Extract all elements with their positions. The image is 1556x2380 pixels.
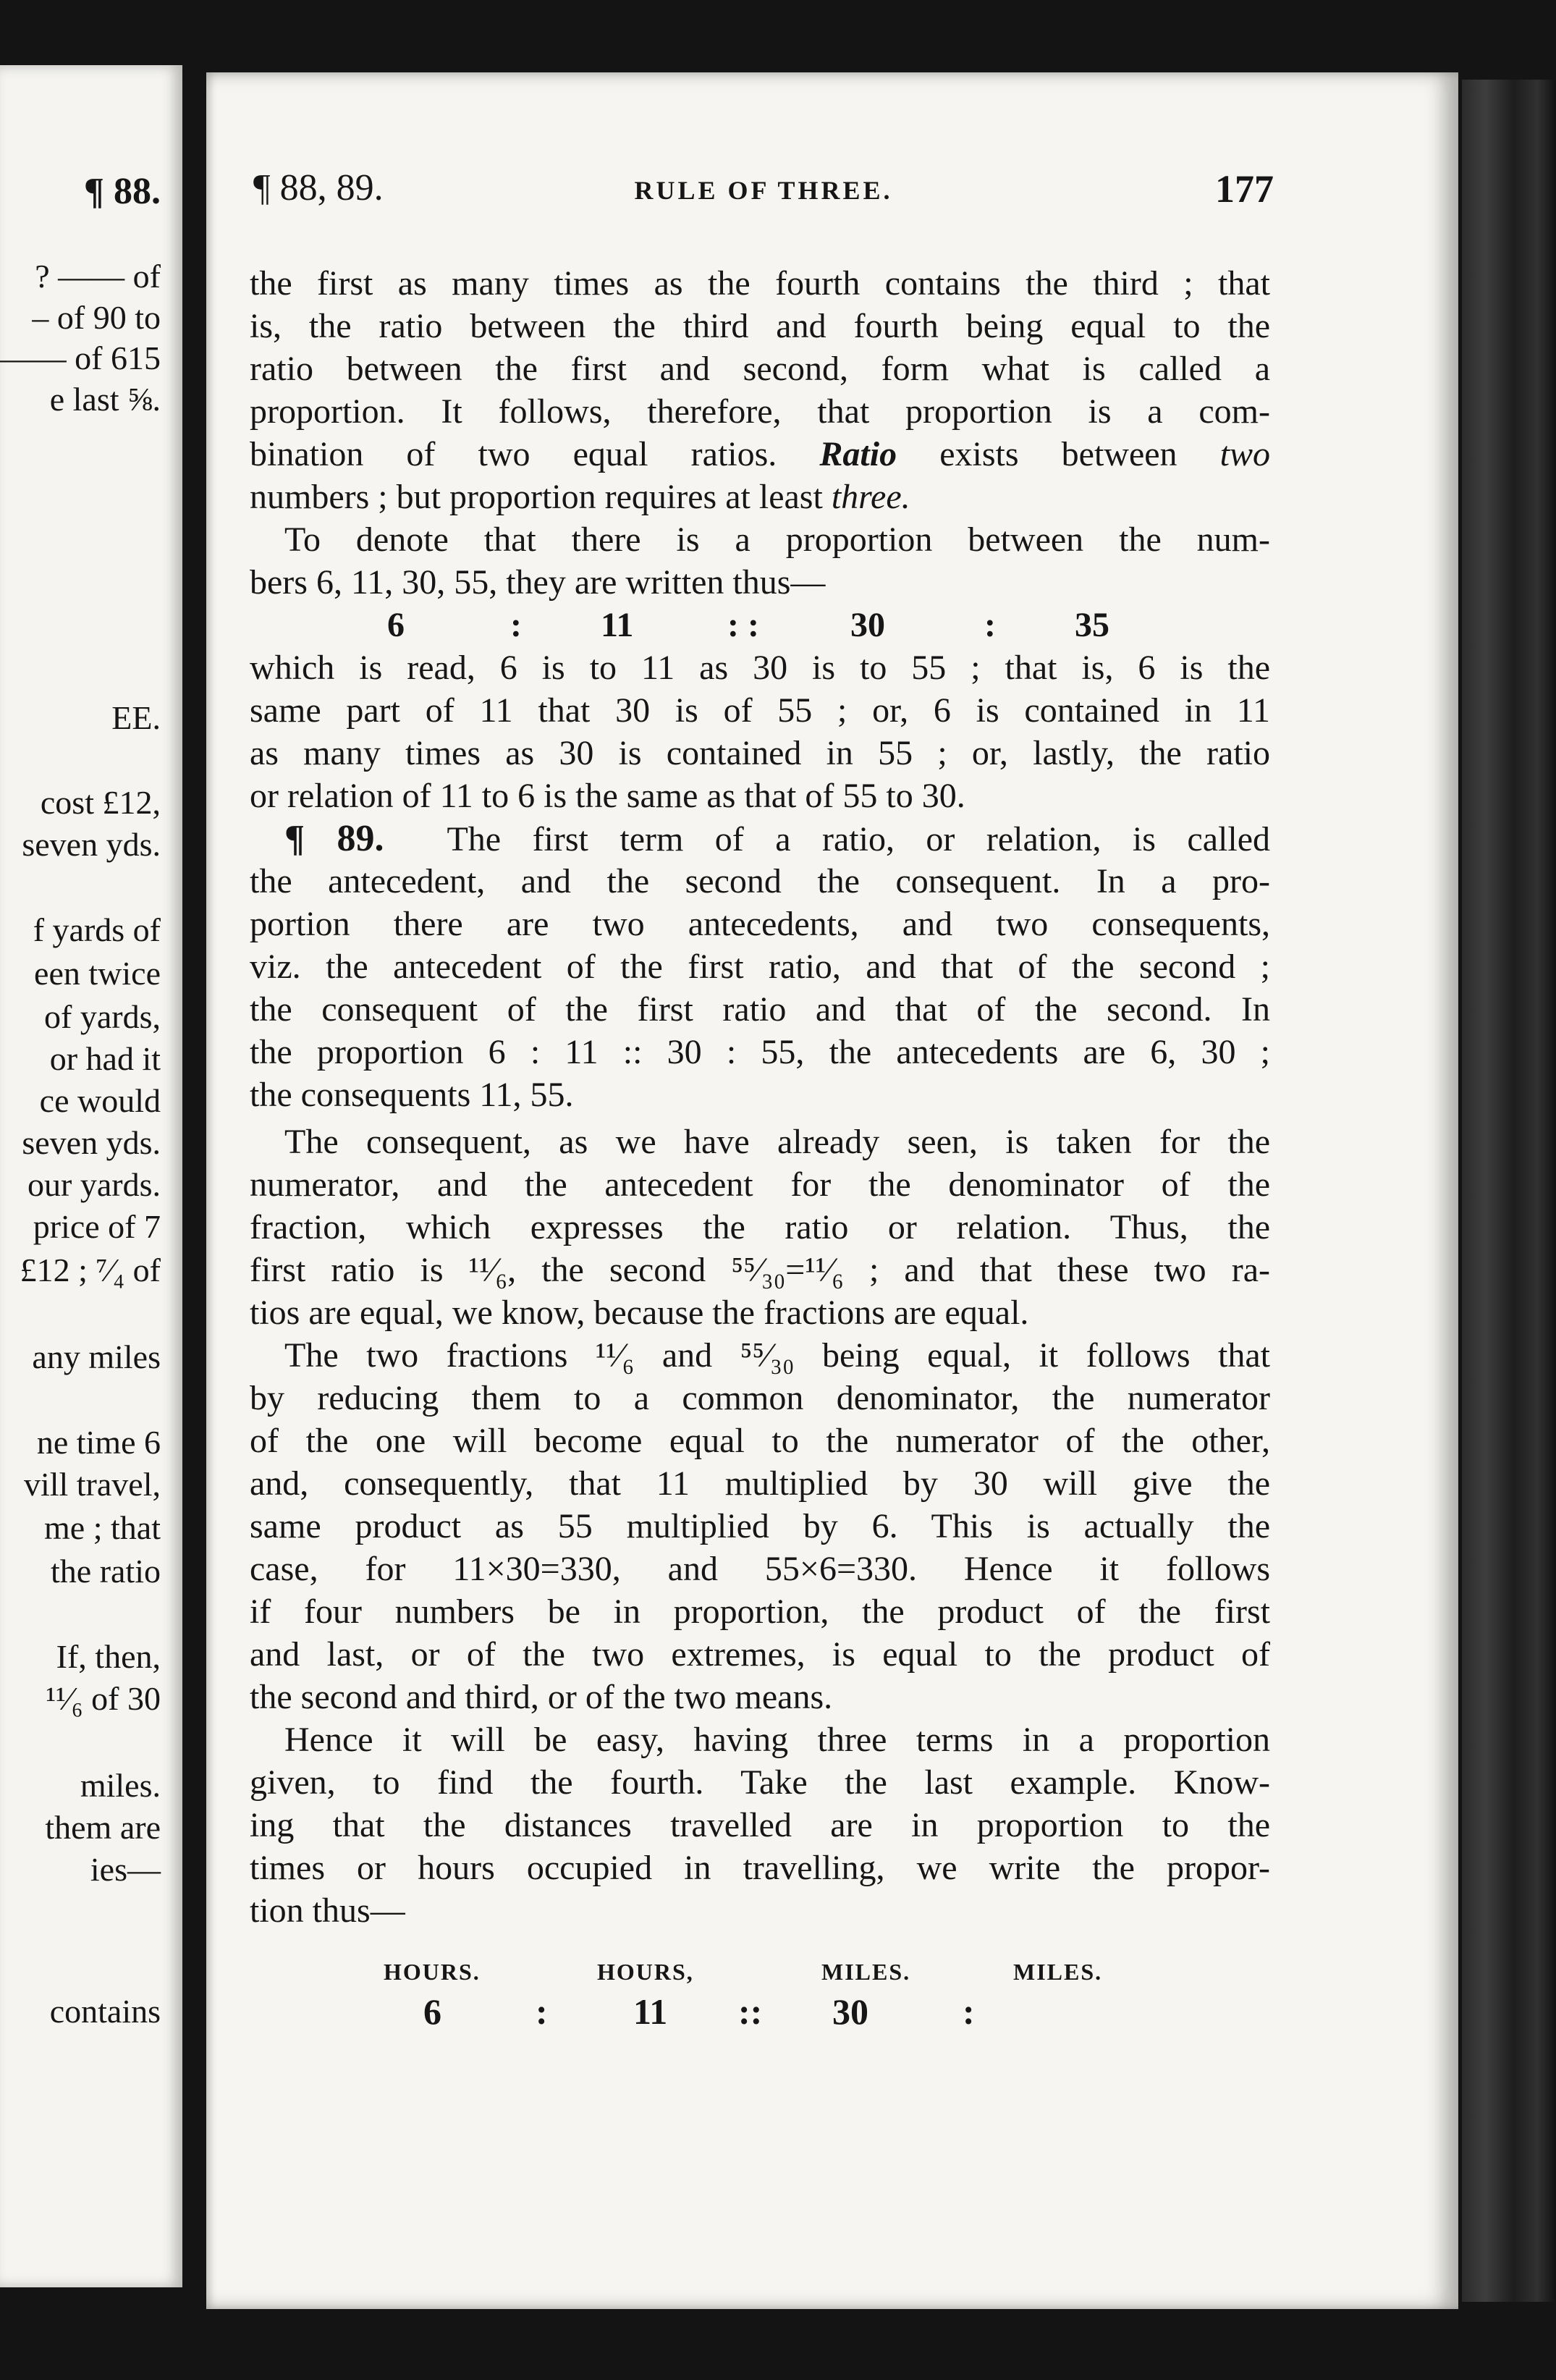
ratio-sign: : [963, 1991, 975, 2032]
paragraph-1 [250, 262, 1270, 518]
text-line: the first as many times as the fourth contains the third ; that [250, 264, 1270, 303]
left-page-line: them are [45, 1809, 161, 1846]
text-line [250, 433, 1270, 476]
text-line: The two fractions ¹¹⁄₆ and ⁵⁵⁄₃₀ being equal, it follows that [284, 1336, 1270, 1375]
running-head [253, 166, 1274, 217]
column-heading: HOURS, [597, 1959, 694, 1985]
text-line: To denote that there is a proportion between the num- [284, 520, 1270, 559]
proportion-example [250, 604, 1270, 646]
column-heading: MILES. [1013, 1959, 1103, 1985]
text-line: ing that the distances travelled are in proportion to the [250, 1806, 1270, 1844]
proportion-term: 30 [850, 606, 885, 644]
left-page-line: of yards, [44, 998, 161, 1035]
text-line: tios are equal, we know, because the fractions are equal. [250, 1294, 1029, 1332]
paragraph-consequent [250, 1121, 1270, 1334]
left-page-line: —— of 615 [0, 339, 161, 376]
left-page-line: cost £12, [40, 784, 161, 821]
left-page-line: £12 ; ⁷⁄₄ of [20, 1252, 161, 1288]
left-page-line: ¹¹⁄₆ of 30 [46, 1680, 161, 1717]
ratio-sign: : [984, 606, 996, 644]
left-page-line: seven yds. [22, 826, 161, 863]
column-heading: HOURS. [384, 1959, 481, 1985]
left-page-line: ce would [39, 1082, 161, 1119]
left-page-line: miles. [80, 1767, 161, 1804]
text-line: ratio between the first and second, form what is called a [250, 350, 1270, 388]
left-page-line: e last ⅝. [49, 381, 161, 418]
page-number: 177 [1215, 167, 1274, 211]
proportion-term: 6 [423, 1991, 441, 2032]
left-facing-page [0, 65, 182, 2287]
text-line: as many times as 30 is contained in 55 ; or, lastly, the ratio [250, 734, 1270, 772]
left-page-line: If, then, [56, 1638, 161, 1675]
ratio-sign: : [536, 1991, 548, 2032]
section-marker: ¶ 89. [284, 818, 384, 859]
left-page-line: ne time 6 [36, 1424, 161, 1461]
proportion-term: 6 [387, 606, 405, 644]
paragraph-89 [250, 817, 1270, 1116]
text-line: by reducing them to a common denominator, the numerator [250, 1379, 1270, 1417]
text-line: the second and third, or of the two means. [250, 1678, 833, 1716]
text-line: proportion. It follows, therefore, that proportion is a com- [250, 392, 1270, 431]
body-text [250, 262, 1270, 1932]
left-page-line: f yards of [33, 911, 161, 948]
text-line: viz. the antecedent of the first ratio, and that of the second ; [250, 948, 1270, 986]
column-heading: MILES. [821, 1959, 911, 1985]
text-line: of the one will become equal to the numerator of the other, [250, 1422, 1270, 1460]
text-line: the antecedent, and the second the consequent. In a pro- [250, 862, 1270, 900]
proportion-sign: : : [727, 606, 759, 644]
left-page-line: ? —— of [35, 258, 161, 295]
paragraph-hence [250, 1718, 1270, 1932]
text-line: which is read, 6 is to 11 as 30 is to 55 ; that is, 6 is the [250, 649, 1270, 687]
emphasis-ratio: Ratio [819, 435, 897, 473]
emphasis-two: two [1219, 435, 1271, 473]
left-page-line: our yards. [28, 1166, 161, 1203]
proportion-sign: :: [738, 1991, 763, 2032]
text-line: bers 6, 11, 30, 55, they are written thus— [250, 563, 826, 602]
text-line: Hence it will be easy, having three terms in a proportion [284, 1721, 1270, 1759]
text-fragment: numbers ; but proportion requires at least [250, 478, 823, 516]
text-fragment: The first term of a ratio, or relation, is called [447, 820, 1270, 858]
text-line: and last, or of the two extremes, is equal to the product of [250, 1635, 1270, 1674]
page-title: RULE OF THREE. [634, 176, 893, 205]
left-page-line: me ; that [44, 1509, 161, 1546]
book-page-edges [1462, 80, 1556, 2302]
text-fragment: exists between [939, 435, 1177, 473]
text-line: tion thus— [250, 1891, 405, 1930]
emphasis-three: three. [831, 478, 910, 516]
left-page-line: any miles [32, 1338, 161, 1375]
left-page-line: – of 90 to [32, 299, 161, 336]
left-page-line: ies— [90, 1851, 161, 1888]
left-page-line: contains [49, 1993, 161, 2030]
left-page-line: vill travel, [23, 1466, 161, 1503]
text-line: and, consequently, that 11 multiplied by 30 will give the [250, 1464, 1270, 1503]
text-line: fraction, which expresses the ratio or relation. Thus, the [250, 1208, 1270, 1246]
text-line: or relation of 11 to 6 is the same as that of 55 to 30. [250, 777, 965, 815]
example-proportion [250, 1991, 1270, 2034]
text-line: same product as 55 multiplied by 6. This is actually the [250, 1507, 1270, 1545]
text-line: The consequent, as we have already seen, is taken for the [284, 1123, 1270, 1161]
proportion-term: 35 [1075, 606, 1109, 644]
text-line: given, to find the fourth. Take the last example. Know- [250, 1763, 1270, 1802]
ratio-sign: : [510, 606, 522, 644]
text-line: the consequent of the first ratio and that of the second. In [250, 990, 1270, 1029]
text-line: if four numbers be in proportion, the product of the first [250, 1592, 1270, 1631]
left-page-line: the ratio [51, 1553, 161, 1590]
text-line: same part of 11 that 30 is of 55 ; or, 6 is contained in 11 [250, 691, 1270, 730]
proportion-term: 11 [633, 1991, 668, 2032]
text-line [250, 817, 1270, 860]
section-reference: ¶ 88, 89. [253, 167, 384, 208]
left-page-line: or had it [49, 1040, 161, 1077]
text-fragment: bination of two equal ratios. [250, 435, 777, 473]
text-line: case, for 11×30=330, and 55×6=330. Hence it follows [250, 1550, 1270, 1588]
paragraph-fractions [250, 1334, 1270, 1718]
left-page-line: price of 7 [33, 1208, 161, 1245]
text-line: the consequents 11, 55. [250, 1076, 574, 1114]
left-page-line: een twice [34, 955, 161, 992]
left-page-line: seven yds. [22, 1124, 161, 1161]
text-line: is, the ratio between the third and fourth being equal to the [250, 307, 1270, 345]
text-line: numerator, and the antecedent for the denominator of the [250, 1165, 1270, 1204]
paragraph-2 [250, 518, 1270, 817]
proportion-term: 11 [601, 606, 634, 644]
text-line: first ratio is ¹¹⁄₆, the second ⁵⁵⁄₃₀=¹¹⁄₆ ; and that these two ra- [250, 1251, 1270, 1289]
text-line: the proportion 6 : 11 :: 30 : 55, the antecedents are 6, 30 ; [250, 1033, 1270, 1071]
example-column-headings [250, 1959, 1270, 1988]
proportion-term: 30 [832, 1991, 868, 2032]
text-line [250, 476, 1270, 518]
text-line: portion there are two antecedents, and two consequents, [250, 905, 1270, 943]
left-page-section-header: ¶ 88. [83, 171, 161, 212]
left-page-line: EE. [111, 699, 161, 736]
text-line: times or hours occupied in travelling, we write the propor- [250, 1849, 1270, 1887]
